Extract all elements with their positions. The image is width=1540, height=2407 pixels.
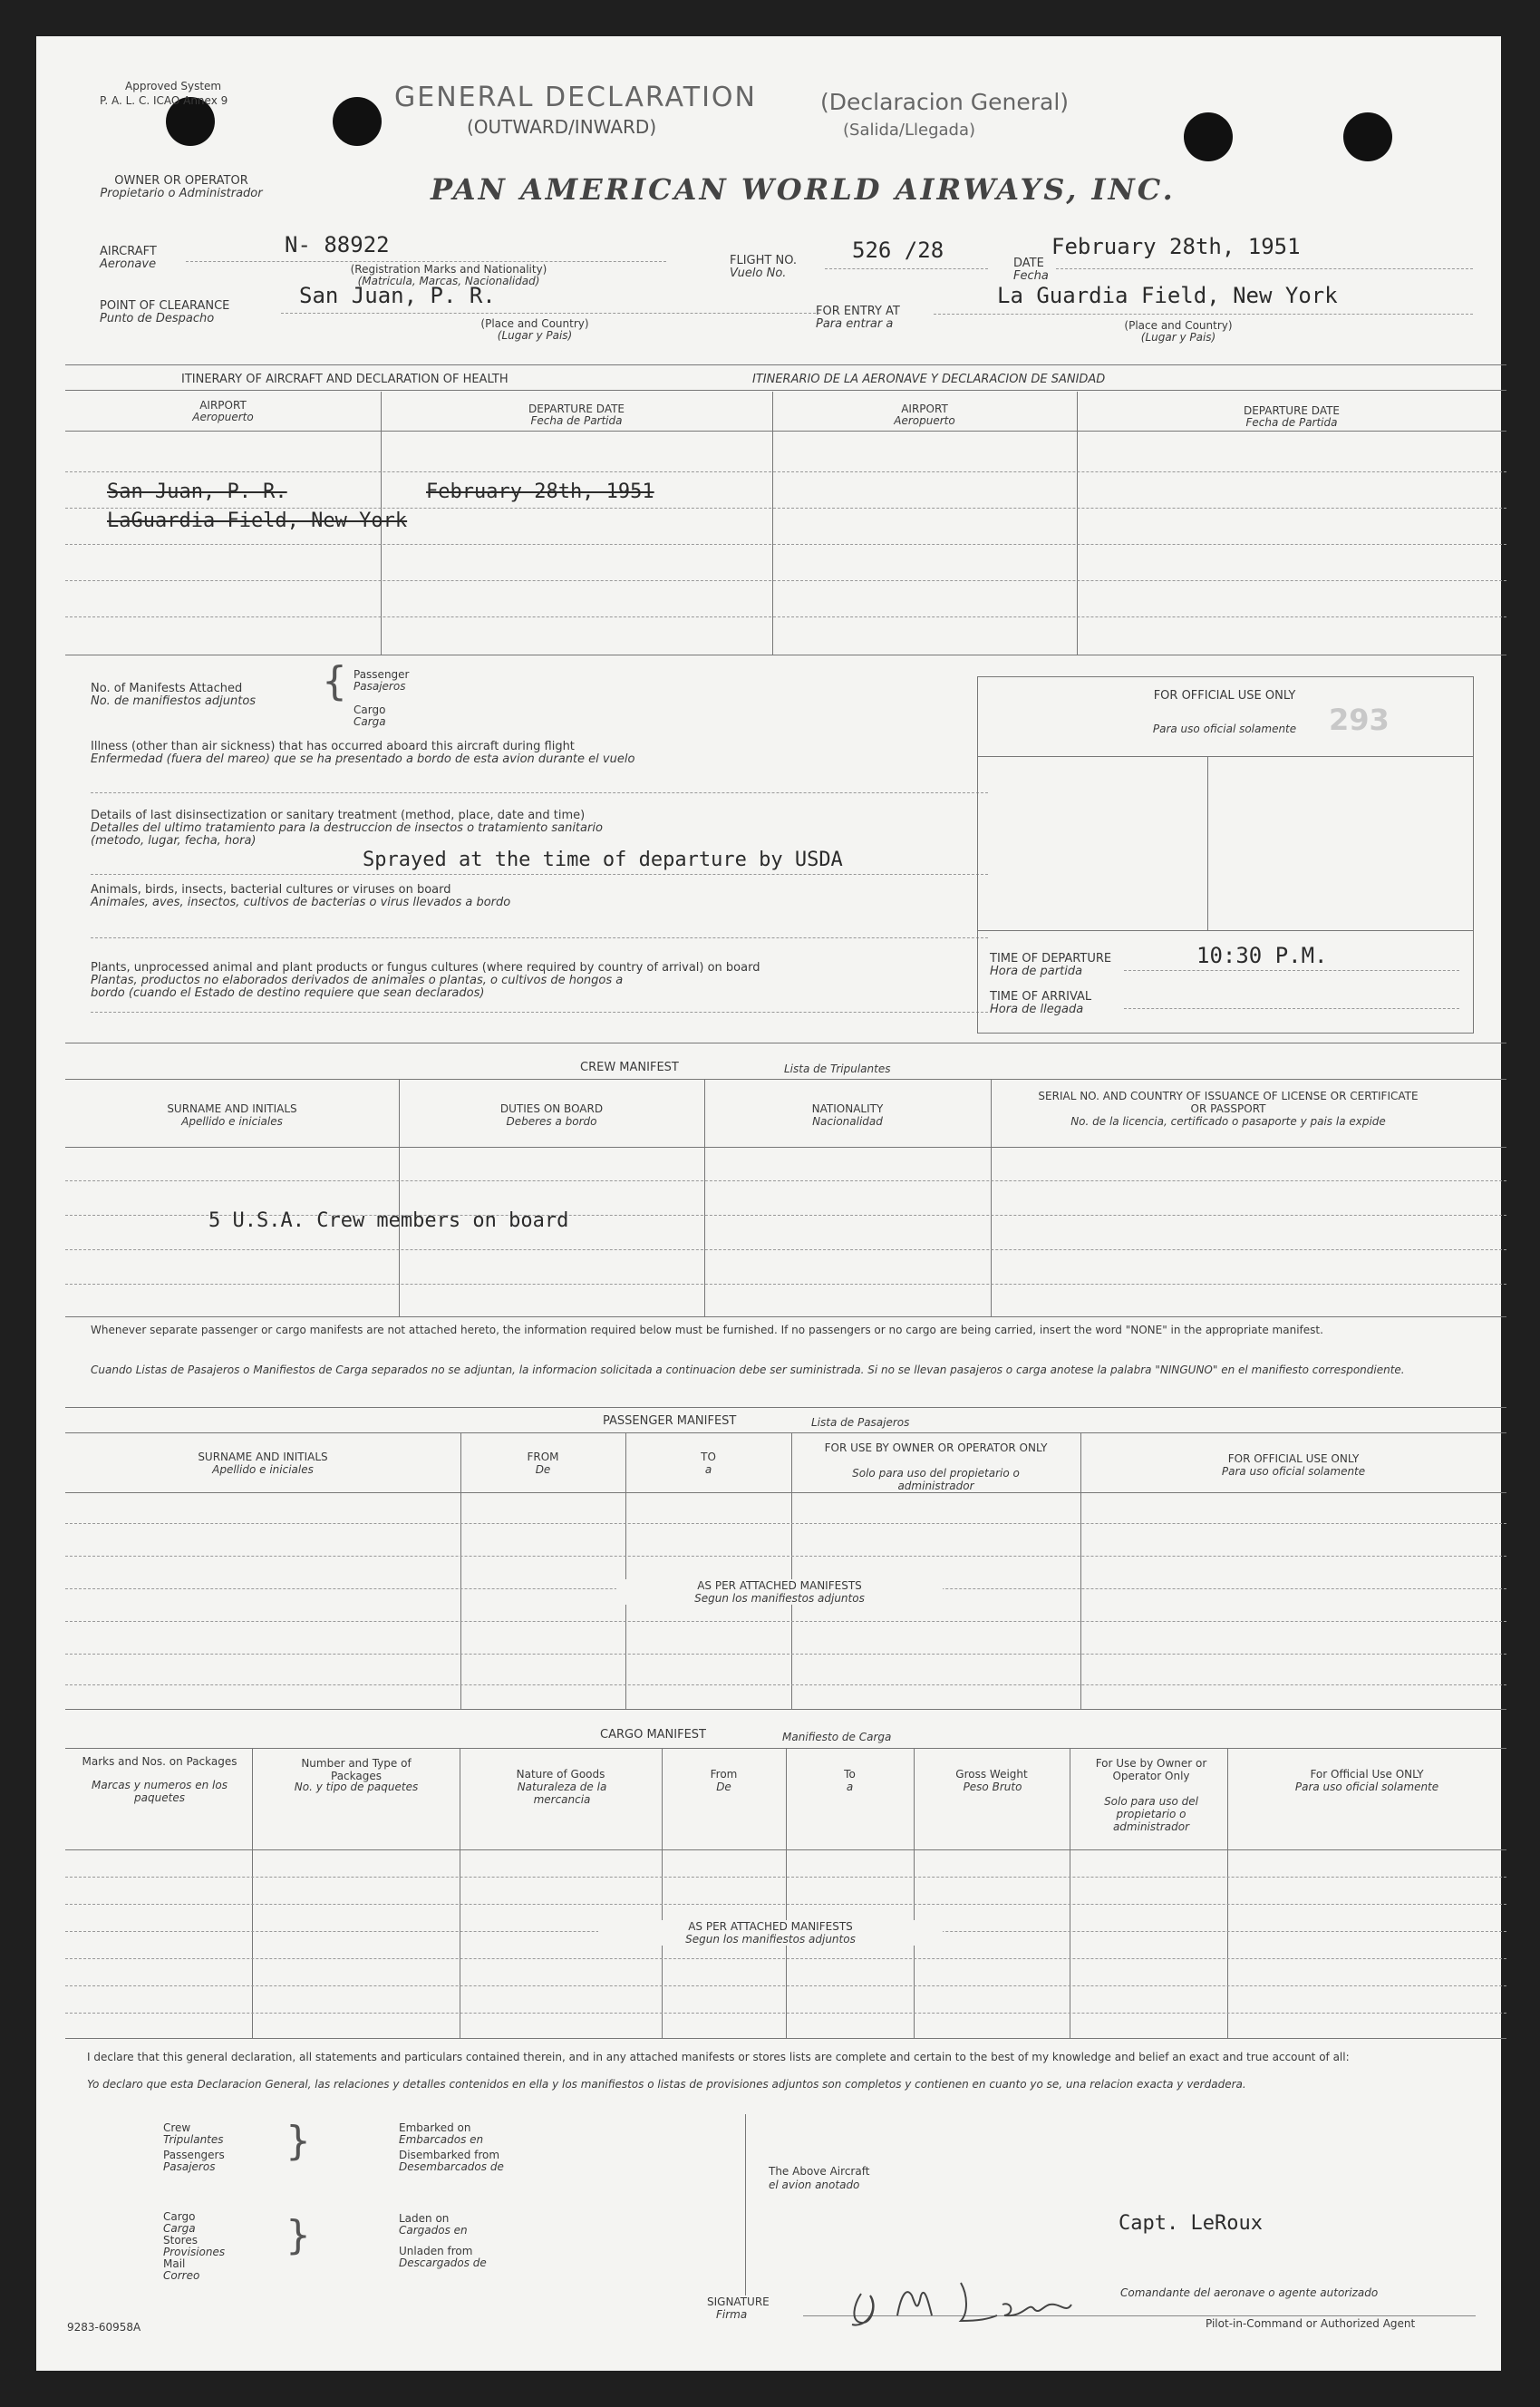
crew-col-duties-es: Deberes a bordo: [506, 1115, 597, 1128]
form-title-es: (Declaracion General): [820, 89, 1070, 115]
plants-label: Plants, unprocessed animal and plant products or fungus cultures (where required by country of arrival) on board: [91, 961, 760, 975]
crew-entry: 5 U.S.A. Crew members on board: [208, 1209, 569, 1232]
aircraft-sub: (Registration Marks and Nationality): [350, 263, 547, 276]
itin-col-airport-es-2: Aeropuerto: [894, 414, 955, 427]
manifest-passenger: Passenger: [354, 668, 410, 681]
cargo-title: CARGO MANIFEST: [600, 1728, 706, 1742]
decl-disembarked: Disembarked from: [399, 2149, 500, 2161]
decl-passengers: Passengers: [163, 2149, 225, 2161]
crew-title-es: Lista de Tripulantes: [784, 1063, 891, 1075]
decl-cargo: Cargo: [163, 2210, 196, 2223]
disinsect-label-es2: (metodo, lugar, fecha, hora): [91, 834, 257, 848]
decl-aircraft: The Above Aircraft: [769, 2165, 870, 2178]
cargo-attached-note: AS PER ATTACHED MANIFESTS: [598, 1920, 943, 1933]
itin-col-airport: AIRPORT: [199, 399, 247, 412]
decl-laden-es: Cargados en: [399, 2224, 468, 2237]
decl-unladen: Unladen from: [399, 2245, 473, 2257]
decl-mail: Mail: [163, 2257, 186, 2270]
pass-attached-note: AS PER ATTACHED MANIFESTS: [616, 1579, 943, 1592]
cargo-col-official: For Official Use ONLY: [1310, 1768, 1424, 1781]
manifests-label: No. of Manifests Attached: [91, 682, 243, 695]
decl-embarked-es: Embarcados en: [399, 2133, 484, 2146]
signature-label-es: Firma: [716, 2308, 748, 2321]
captain-name: Capt. LeRoux: [1119, 2212, 1263, 2235]
crew-col-surname: SURNAME AND INITIALS: [167, 1102, 297, 1115]
cargo-col-number: Number and Type of Packages: [301, 1757, 412, 1782]
signature-role-es: Comandante del aeronave o agente autorizado: [1120, 2286, 1379, 2299]
disinsect-label-es: Detalles del ultimo tratamiento para la destruccion de insectos o tratamiento sanitario: [91, 821, 603, 835]
decl-laden: Laden on: [399, 2212, 450, 2225]
disinsect-label: Details of last disinsectization or sanitary treatment (method, place, date and time): [91, 809, 586, 822]
animals-label-es: Animales, aves, insectos, cultivos de bacterias o virus llevados a bordo: [91, 896, 511, 909]
manifest-cargo-es: Carga: [354, 715, 386, 728]
aircraft-label-es: Aeronave: [100, 257, 157, 271]
decl-embarked: Embarked on: [399, 2121, 471, 2134]
pass-col-owner-use: FOR USE BY OWNER OR OPERATOR ONLY: [824, 1441, 1048, 1454]
flight-label-es: Vuelo No.: [730, 267, 787, 280]
decl-crew-es: Tripulantes: [163, 2133, 224, 2146]
itin-col-airport-es: Aeropuerto: [192, 411, 254, 423]
itin-col-airport-2: AIRPORT: [901, 403, 948, 415]
pass-col-owner-use-es: Solo para uso del propietario o administrador: [852, 1467, 1020, 1492]
aircraft-sub-es: (Matricula, Marcas, Nacionalidad): [357, 275, 540, 287]
entry-sub-es: (Lugar y Pais): [1140, 331, 1216, 344]
animals-label: Animals, birds, insects, bacterial cultures or viruses on board: [91, 883, 451, 897]
handwritten-signature: [834, 2268, 1115, 2332]
plants-label-es: Plantas, productos no elaborados derivados de animales o plantas, o cultivos de hongos a: [91, 974, 624, 987]
manifest-passenger-es: Pasajeros: [354, 680, 406, 693]
entry-point: La Guardia Field, New York: [997, 283, 1338, 308]
crew-col-duties: DUTIES ON BOARD: [499, 1102, 604, 1115]
cargo-col-to-es: a: [846, 1781, 854, 1793]
manifest-cargo: Cargo: [354, 704, 386, 716]
cargo-col-from: From: [710, 1768, 738, 1781]
cargo-title-es: Manifiesto de Carga: [782, 1731, 892, 1743]
decl-aircraft-es: el avion anotado: [769, 2179, 860, 2191]
pass-col-to: TO: [701, 1451, 716, 1463]
cargo-col-marks-es: Marcas y numeros en los paquetes: [92, 1779, 228, 1804]
annex-note: P. A. L. C. ICAO Annex 9: [100, 94, 228, 107]
departure-time: 10:30 P.M.: [1196, 943, 1328, 968]
itinerary-title-es: ITINERARIO DE LA AERONAVE Y DECLARACION DE SANIDAD: [752, 373, 1106, 386]
illness-label: Illness (other than air sickness) that has occurred aboard this aircraft during flight: [91, 740, 575, 753]
signature-label: SIGNATURE: [707, 2295, 770, 2308]
pass-col-official-es: Para uso oficial solamente: [1221, 1465, 1366, 1478]
pass-col-from-es: De: [535, 1463, 551, 1476]
date-label-es: Fecha: [1013, 269, 1049, 283]
cargo-col-number-es: No. y tipo de paquetes: [294, 1781, 419, 1793]
plants-label-es2: bordo (cuando el Estado de destino requiere que sean declarados): [91, 986, 485, 1000]
signature-role: Pilot-in-Command or Authorized Agent: [1206, 2317, 1416, 2330]
itin-row1-airport: San Juan, P. R.: [107, 480, 287, 503]
pass-col-official: FOR OFFICIAL USE ONLY: [1227, 1452, 1360, 1465]
stamp-number: 293: [1329, 703, 1390, 737]
entry-label: FOR ENTRY AT: [816, 305, 900, 318]
departure-time-label: TIME OF DEPARTURE: [990, 952, 1112, 966]
decl-disembarked-es: Desembarcados de: [399, 2160, 504, 2173]
crew-col-nationality: NATIONALITY: [811, 1102, 884, 1115]
declaration-form: [36, 36, 1501, 2371]
flight-number: 526 /28: [852, 238, 944, 263]
clearance-point: San Juan, P. R.: [299, 283, 496, 308]
entry-label-es: Para entrar a: [816, 317, 894, 331]
itin-col-departure: DEPARTURE DATE: [528, 403, 625, 415]
decl-cargo-es: Carga: [163, 2222, 196, 2235]
clearance-sub-es: (Lugar y Pais): [497, 329, 573, 342]
aircraft-label: AIRCRAFT: [100, 245, 157, 258]
decl-stores-es: Provisiones: [163, 2246, 226, 2258]
disinsect-value: Sprayed at the time of departure by USDA: [363, 849, 843, 871]
cargo-col-weight: Gross Weight: [955, 1768, 1028, 1781]
official-label-es: Para uso oficial solamente: [1152, 723, 1297, 735]
passenger-title-es: Lista de Pasajeros: [811, 1416, 910, 1429]
cargo-col-owner-use: For Use by Owner or Operator Only: [1095, 1757, 1207, 1782]
cargo-col-nature-es: Naturaleza de la mercancia: [517, 1781, 607, 1806]
crew-col-serial: SERIAL NO. AND COUNTRY OF ISSUANCE OF LICENSE OR CERTIFICATE OR PASSPORT: [1038, 1090, 1419, 1115]
pass-col-surname: SURNAME AND INITIALS: [198, 1451, 328, 1463]
arrival-time-label-es: Hora de llegada: [990, 1003, 1084, 1016]
form-number: 9283-60958A: [67, 2321, 141, 2334]
entry-sub: (Place and Country): [1124, 319, 1233, 332]
cargo-col-official-es: Para uso oficial solamente: [1294, 1781, 1439, 1793]
brace: }: [286, 2118, 311, 2164]
itin-col-departure-es-2: Fecha de Partida: [1245, 416, 1338, 429]
departure-time-label-es: Hora de partida: [990, 965, 1083, 978]
pass-col-from: FROM: [527, 1451, 559, 1463]
punch-hole: [1343, 112, 1392, 161]
form-subtitle: (OUTWARD/INWARD): [467, 116, 657, 138]
crew-col-nationality-es: Nacionalidad: [812, 1115, 883, 1128]
manifest-note: Whenever separate passenger or cargo manifests are not attached hereto, the information required below must be furnished. If no passengers or no cargo are being carried, insert the word "NONE" in the appropriate manifest.: [91, 1324, 1323, 1336]
owner-label-es: Propietario o Administrador: [100, 187, 263, 200]
punch-hole: [333, 97, 382, 146]
itin-col-departure-es: Fecha de Partida: [530, 414, 623, 427]
itin-row2-airport: LaGuardia Field, New York: [107, 510, 408, 532]
itin-col-departure-2: DEPARTURE DATE: [1243, 404, 1341, 417]
crew-title: CREW MANIFEST: [580, 1061, 679, 1074]
passenger-title: PASSENGER MANIFEST: [603, 1414, 737, 1428]
cargo-attached-note-es: Segun los manifiestos adjuntos: [598, 1933, 943, 1946]
approved-note: Approved System: [125, 80, 222, 92]
owner-label: OWNER OR OPERATOR: [114, 174, 248, 188]
cargo-col-from-es: De: [716, 1781, 731, 1793]
cargo-col-marks: Marks and Nos. on Packages: [82, 1755, 237, 1768]
declaration-text-es: Yo declaro que esta Declaracion General, las relaciones y detalles contenidos en ella y los manifiestos o listas de provisiones adjuntos son completos y contienen en cuanto yo se, una relacion exacta y verdadera.: [87, 2078, 1246, 2091]
arrival-time-label: TIME OF ARRIVAL: [990, 990, 1092, 1004]
cargo-col-nature: Nature of Goods: [516, 1768, 605, 1781]
crew-col-serial-es: No. de la licencia, certificado o pasaporte y pais la expide: [1070, 1115, 1386, 1128]
itinerary-title: ITINERARY OF AIRCRAFT AND DECLARATION OF HEALTH: [181, 373, 508, 386]
punch-hole: [1184, 112, 1233, 161]
form-title: GENERAL DECLARATION: [394, 82, 757, 113]
crew-col-surname-es: Apellido e iniciales: [181, 1115, 283, 1128]
flight-label: FLIGHT NO.: [730, 254, 798, 267]
decl-mail-es: Correo: [163, 2269, 200, 2282]
cargo-col-owner-use-es: Solo para uso del propietario o administrador: [1104, 1795, 1198, 1833]
decl-stores: Stores: [163, 2234, 198, 2247]
decl-unladen-es: Descargados de: [399, 2257, 487, 2269]
pass-attached-note-es: Segun los manifiestos adjuntos: [616, 1592, 943, 1605]
decl-passengers-es: Pasajeros: [163, 2160, 216, 2173]
operator-name: PAN AMERICAN WORLD AIRWAYS, INC.: [431, 172, 1176, 207]
brace: }: [286, 2212, 311, 2258]
declaration-text: I declare that this general declaration, all statements and particulars contained therein, and in any attached manifests or stores lists are complete and certain to the best of my knowledge and belief an exact and true account of all:: [87, 2051, 1350, 2063]
pass-col-to-es: a: [704, 1463, 712, 1476]
aircraft-registration: N- 88922: [285, 232, 390, 257]
manifests-label-es: No. de manifiestos adjuntos: [91, 694, 257, 708]
decl-crew: Crew: [163, 2121, 191, 2134]
clearance-sub: (Place and Country): [480, 317, 589, 330]
pass-col-surname-es: Apellido e iniciales: [212, 1463, 314, 1476]
illness-label-es: Enfermedad (fuera del mareo) que se ha presentado a bordo de esta avion durante el vuelo: [91, 752, 635, 766]
cargo-col-weight-es: Peso Bruto: [963, 1781, 1022, 1793]
brace: {: [322, 658, 347, 704]
clearance-label-es: Punto de Despacho: [100, 312, 215, 325]
manifest-note-es: Cuando Listas de Pasajeros o Manifiestos de Carga separados no se adjuntan, la informacion solicitada a continuacion debe ser suministrada. Si no se llevan pasajeros o carga anotese la palabra "NINGUNO" en el manifiesto correspondiente.: [91, 1364, 1405, 1376]
official-label: FOR OFFICIAL USE ONLY: [1153, 689, 1296, 703]
form-subtitle-es: (Salida/Llegada): [843, 121, 976, 140]
clearance-label: POINT OF CLEARANCE: [100, 299, 230, 313]
itin-row1-date: February 28th, 1951: [426, 480, 654, 503]
date-label: DATE: [1013, 257, 1044, 270]
flight-date: February 28th, 1951: [1051, 234, 1301, 259]
cargo-col-to: To: [844, 1768, 856, 1781]
